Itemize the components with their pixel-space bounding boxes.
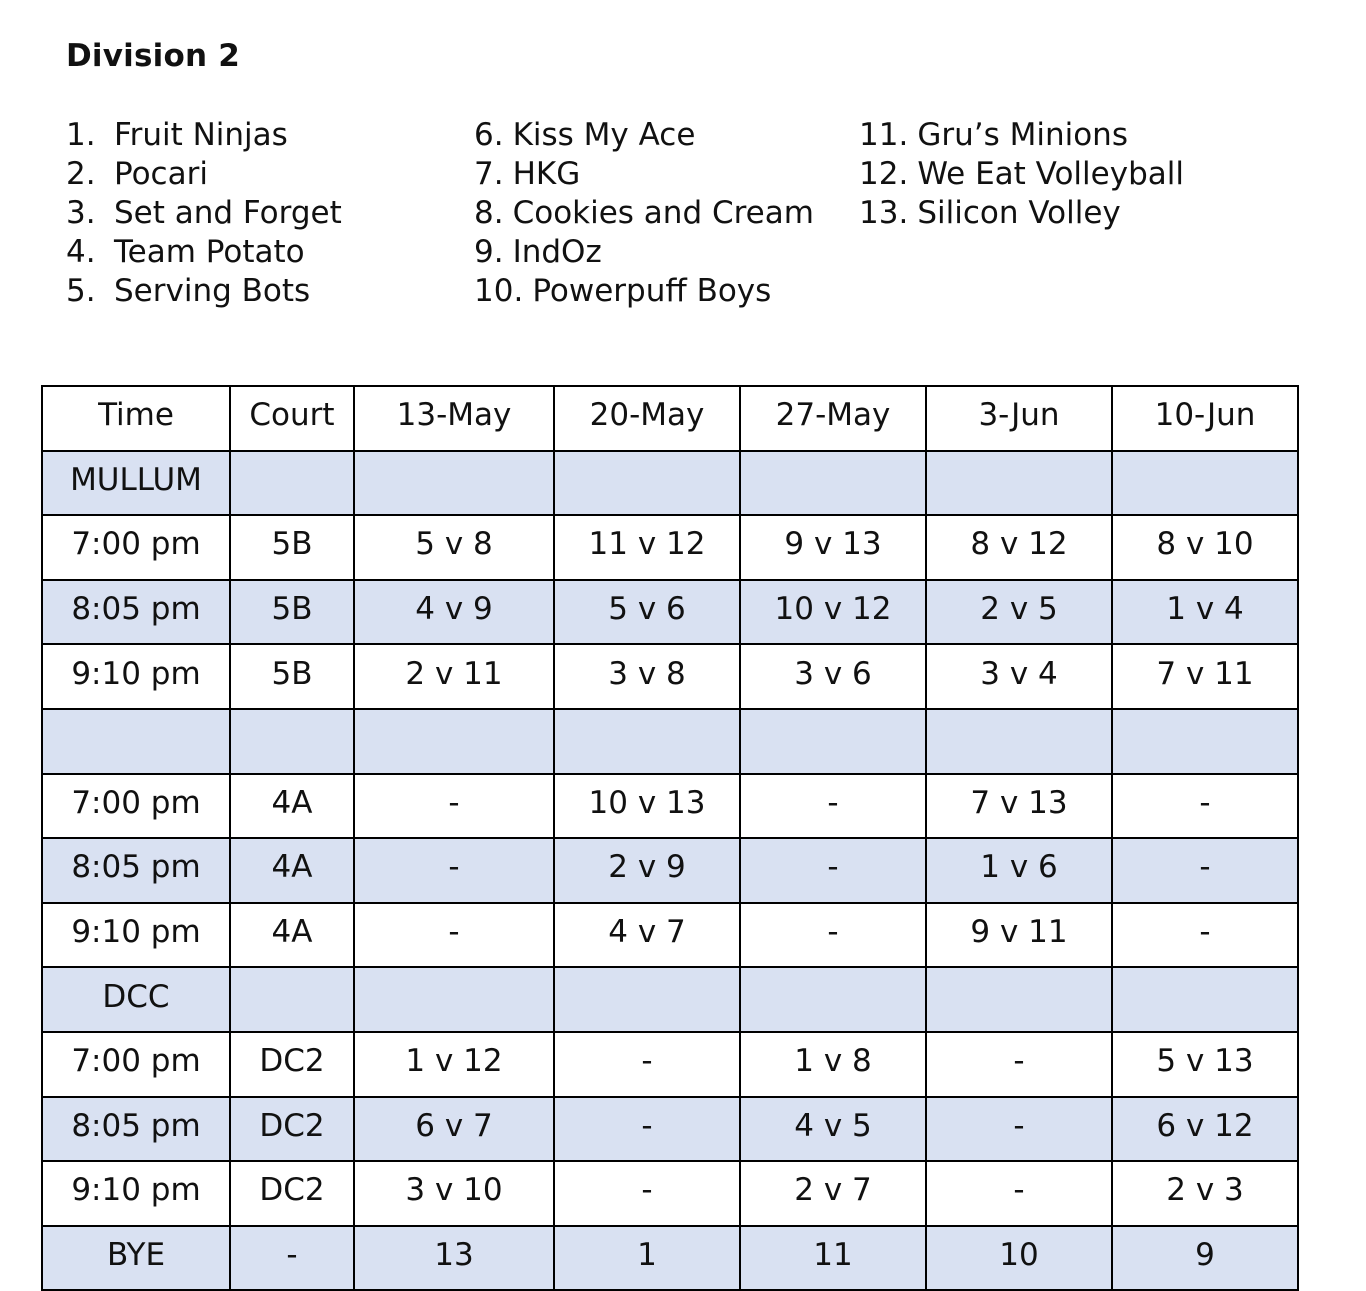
team-number: 6. <box>474 117 504 153</box>
match-cell: 9 v 11 <box>926 903 1112 968</box>
team-list-item <box>66 155 342 194</box>
time-cell: 9:10 pm <box>42 644 230 709</box>
column-header: 27-May <box>740 386 926 451</box>
team-list-item <box>859 155 1184 194</box>
match-cell: - <box>1112 838 1298 903</box>
time-cell: 8:05 pm <box>42 580 230 645</box>
match-cell <box>740 451 926 516</box>
match-cell: - <box>740 774 926 839</box>
table-row <box>42 903 1298 968</box>
fixture-table <box>41 385 1299 1291</box>
match-cell: - <box>554 1097 740 1162</box>
team-number: 11. <box>859 117 909 153</box>
match-cell: 8 v 12 <box>926 515 1112 580</box>
team-name: Powerpuff Boys <box>532 273 772 309</box>
court-cell: 4A <box>230 838 354 903</box>
team-list-item <box>474 155 814 194</box>
court-cell: DC2 <box>230 1161 354 1226</box>
team-list-item <box>474 116 814 155</box>
column-header: Time <box>42 386 230 451</box>
table-row <box>42 838 1298 903</box>
team-name: HKG <box>512 156 581 192</box>
match-cell: 2 v 7 <box>740 1161 926 1226</box>
match-cell: 2 v 9 <box>554 838 740 903</box>
match-cell: 3 v 10 <box>354 1161 554 1226</box>
match-cell: - <box>926 1097 1112 1162</box>
match-cell: 4 v 5 <box>740 1097 926 1162</box>
column-header: Court <box>230 386 354 451</box>
match-cell: 1 v 12 <box>354 1032 554 1097</box>
team-name: Set and Forget <box>114 195 342 231</box>
match-cell: 7 v 13 <box>926 774 1112 839</box>
match-cell: 8 v 10 <box>1112 515 1298 580</box>
match-cell: 10 v 12 <box>740 580 926 645</box>
match-cell <box>554 967 740 1032</box>
match-cell: 1 v 4 <box>1112 580 1298 645</box>
match-cell: - <box>926 1161 1112 1226</box>
time-cell: BYE <box>42 1226 230 1291</box>
team-name: We Eat Volleyball <box>917 156 1184 192</box>
match-cell: 5 v 13 <box>1112 1032 1298 1097</box>
match-cell <box>354 451 554 516</box>
court-cell <box>230 709 354 774</box>
match-cell: 5 v 6 <box>554 580 740 645</box>
team-list-item <box>474 272 814 311</box>
column-header: 20-May <box>554 386 740 451</box>
court-cell: 5B <box>230 580 354 645</box>
team-name: Kiss My Ace <box>512 117 696 153</box>
column-header: 13-May <box>354 386 554 451</box>
match-cell: 2 v 5 <box>926 580 1112 645</box>
time-cell <box>42 709 230 774</box>
match-cell: 6 v 7 <box>354 1097 554 1162</box>
match-cell: 11 v 12 <box>554 515 740 580</box>
team-list-item <box>66 233 342 272</box>
division-title: Division 2 <box>66 38 240 74</box>
match-cell: - <box>354 903 554 968</box>
match-cell <box>926 967 1112 1032</box>
time-cell: 7:00 pm <box>42 1032 230 1097</box>
court-cell: 4A <box>230 774 354 839</box>
match-cell: - <box>354 838 554 903</box>
team-list-item <box>859 194 1184 233</box>
match-cell: 7 v 11 <box>1112 644 1298 709</box>
match-cell <box>1112 967 1298 1032</box>
match-cell <box>740 967 926 1032</box>
match-cell: 5 v 8 <box>354 515 554 580</box>
court-cell: 4A <box>230 903 354 968</box>
match-cell: 9 <box>1112 1226 1298 1291</box>
team-number: 12. <box>859 156 909 192</box>
court-cell <box>230 967 354 1032</box>
court-cell: 5B <box>230 644 354 709</box>
time-cell: MULLUM <box>42 451 230 516</box>
match-cell: 2 v 11 <box>354 644 554 709</box>
table-row <box>42 515 1298 580</box>
team-name: Gru’s Minions <box>917 117 1128 153</box>
table-row <box>42 1161 1298 1226</box>
table-row <box>42 1226 1298 1291</box>
match-cell: 3 v 4 <box>926 644 1112 709</box>
team-number: 10. <box>474 273 524 309</box>
match-cell <box>554 451 740 516</box>
table-row <box>42 580 1298 645</box>
court-cell: - <box>230 1226 354 1291</box>
team-number: 4. <box>66 234 96 270</box>
team-list-item <box>859 116 1184 155</box>
team-list-item <box>474 233 814 272</box>
match-cell <box>554 709 740 774</box>
team-name: Silicon Volley <box>917 195 1121 231</box>
time-cell: 7:00 pm <box>42 774 230 839</box>
team-number: 7. <box>474 156 504 192</box>
team-number: 13. <box>859 195 909 231</box>
team-number: 2. <box>66 156 96 192</box>
match-cell: - <box>926 1032 1112 1097</box>
time-cell: 8:05 pm <box>42 838 230 903</box>
column-header: 3-Jun <box>926 386 1112 451</box>
match-cell: - <box>740 838 926 903</box>
court-cell: DC2 <box>230 1032 354 1097</box>
court-cell <box>230 451 354 516</box>
table-row <box>42 644 1298 709</box>
match-cell: 10 <box>926 1226 1112 1291</box>
table-row <box>42 1097 1298 1162</box>
time-cell: 8:05 pm <box>42 1097 230 1162</box>
match-cell: 1 v 6 <box>926 838 1112 903</box>
match-cell: 3 v 6 <box>740 644 926 709</box>
match-cell <box>354 967 554 1032</box>
team-name: Team Potato <box>114 234 305 270</box>
team-name: Serving Bots <box>114 273 311 309</box>
court-cell: 5B <box>230 515 354 580</box>
table-row <box>42 1032 1298 1097</box>
match-cell <box>1112 451 1298 516</box>
match-cell: 1 <box>554 1226 740 1291</box>
table-header-row <box>42 386 1298 451</box>
team-list-item <box>66 194 342 233</box>
match-cell: - <box>354 774 554 839</box>
match-cell: - <box>554 1032 740 1097</box>
table-row <box>42 774 1298 839</box>
time-cell: 9:10 pm <box>42 903 230 968</box>
team-number: 9. <box>474 234 504 270</box>
match-cell <box>1112 709 1298 774</box>
team-list-item <box>66 272 342 311</box>
match-cell <box>926 451 1112 516</box>
match-cell: 6 v 12 <box>1112 1097 1298 1162</box>
team-list-column-2 <box>474 116 814 311</box>
column-header: 10-Jun <box>1112 386 1298 451</box>
team-name: Fruit Ninjas <box>114 117 288 153</box>
time-cell: 9:10 pm <box>42 1161 230 1226</box>
team-list-item <box>474 194 814 233</box>
match-cell: - <box>1112 903 1298 968</box>
table-row <box>42 967 1298 1032</box>
match-cell: 2 v 3 <box>1112 1161 1298 1226</box>
match-cell <box>926 709 1112 774</box>
team-list-item <box>66 116 342 155</box>
match-cell: 11 <box>740 1226 926 1291</box>
team-name: Pocari <box>114 156 208 192</box>
match-cell <box>740 709 926 774</box>
match-cell: 9 v 13 <box>740 515 926 580</box>
match-cell: 1 v 8 <box>740 1032 926 1097</box>
team-number: 5. <box>66 273 96 309</box>
team-number: 8. <box>474 195 504 231</box>
team-number: 3. <box>66 195 96 231</box>
time-cell: 7:00 pm <box>42 515 230 580</box>
match-cell: 4 v 7 <box>554 903 740 968</box>
table-row <box>42 451 1298 516</box>
team-list-column-3 <box>859 116 1184 233</box>
match-cell: 4 v 9 <box>354 580 554 645</box>
court-cell: DC2 <box>230 1097 354 1162</box>
team-list-column-1 <box>66 116 342 311</box>
match-cell: 10 v 13 <box>554 774 740 839</box>
match-cell: - <box>1112 774 1298 839</box>
match-cell: - <box>554 1161 740 1226</box>
match-cell: 3 v 8 <box>554 644 740 709</box>
match-cell: 13 <box>354 1226 554 1291</box>
team-number: 1. <box>66 117 96 153</box>
team-name: Cookies and Cream <box>512 195 814 231</box>
team-name: IndOz <box>512 234 602 270</box>
match-cell: - <box>740 903 926 968</box>
time-cell: DCC <box>42 967 230 1032</box>
table-row <box>42 709 1298 774</box>
match-cell <box>354 709 554 774</box>
